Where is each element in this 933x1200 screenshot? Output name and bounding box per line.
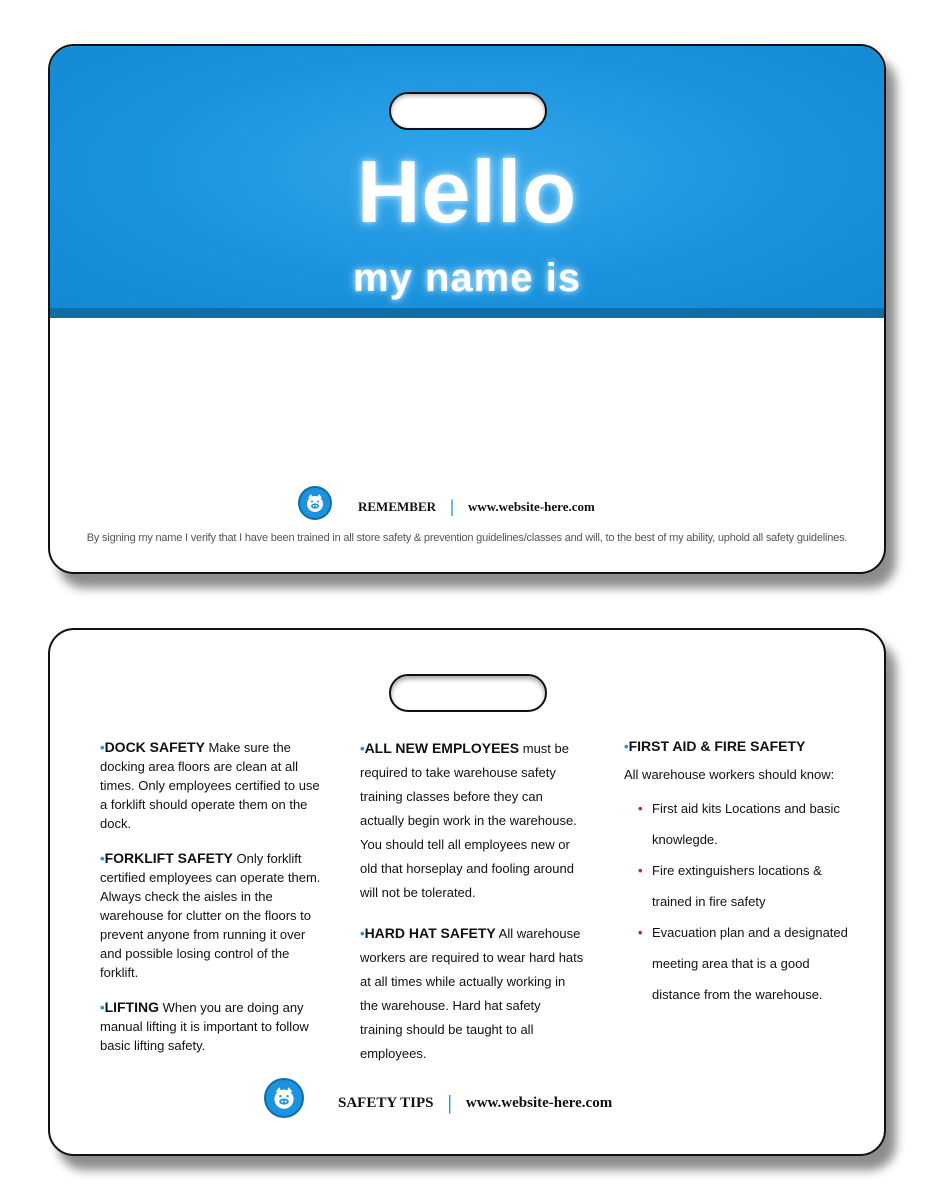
list-item [638, 855, 854, 917]
red-bullet-icon: • [638, 801, 643, 816]
bullet-icon: • [360, 741, 365, 756]
website-link[interactable]: www.website-here.com [465, 1095, 613, 1111]
list-item [638, 917, 854, 1010]
name-badge-front [48, 44, 886, 574]
name-badge-back [48, 628, 886, 1156]
back-footer [338, 1092, 612, 1115]
safety-tips-label: SAFETY TIPS [338, 1095, 434, 1111]
lifting-body: When you are doing any manual lifting it is important to follow basic lifting safety. [100, 1000, 309, 1053]
dock-safety-body: Make sure the docking area floors are clean at all times. Only employees certified to use a forklift should operate them on the dock. [100, 740, 320, 831]
list-item [638, 793, 854, 855]
list-item-text: Evacuation plan and a designated meeting area that is a good distance from the warehouse. [652, 925, 848, 1002]
hard-hat-section [360, 921, 586, 1066]
new-employees-section [360, 736, 586, 905]
pig-face-icon [264, 1078, 304, 1118]
first-aid-title: FIRST AID & FIRE SAFETY [628, 738, 806, 754]
bullet-icon: • [360, 926, 365, 941]
pig-face-icon [298, 486, 332, 520]
front-footer [358, 496, 595, 517]
footer-separator: | [447, 1092, 452, 1114]
bullet-icon: • [100, 851, 105, 866]
dock-safety-section [100, 738, 322, 833]
red-bullet-icon: • [638, 925, 643, 940]
website-link[interactable]: www.website-here.com [467, 498, 595, 514]
safety-column-1 [100, 738, 322, 1071]
new-employees-body: must be required to take warehouse safety training classes before they can actually begin work in the warehouse. You should tell all employees new or old that horseplay and fooling around will not be tolerated. [360, 741, 577, 900]
red-bullet-icon: • [638, 863, 643, 878]
remember-label: REMEMBER [358, 498, 436, 514]
dock-safety-title: DOCK SAFETY [104, 739, 205, 755]
first-aid-intro: All warehouse workers should know: [624, 767, 835, 782]
bullet-icon: • [100, 1000, 105, 1015]
new-employees-title: ALL NEW EMPLOYEES [364, 740, 520, 756]
name-writing-area[interactable] [50, 318, 884, 488]
list-item-text: First aid kits Locations and basic knowlegde. [652, 801, 840, 847]
lanyard-slot [389, 92, 547, 130]
forklift-safety-section [100, 849, 322, 982]
lifting-section [100, 998, 322, 1055]
footer-separator: | [450, 496, 454, 516]
forklift-safety-body: Only forklift certified employees can operate them. Always check the aisles in the warehouse for clutter on the floors to prevent anyone from running it over and possible losing control of the forklift. [100, 851, 321, 980]
hard-hat-body: All warehouse workers are required to wear hard hats at all times while actually working in the warehouse. Hard hat safety training should be taught to all employees. [360, 926, 584, 1061]
lanyard-slot [389, 674, 547, 712]
safety-column-3 [624, 736, 854, 1010]
banner-divider [50, 308, 884, 318]
first-aid-heading-block [624, 736, 854, 757]
safety-column-2 [360, 736, 586, 1082]
first-aid-list [624, 793, 854, 1010]
hard-hat-title: HARD HAT SAFETY [364, 925, 496, 941]
forklift-safety-title: FORKLIFT SAFETY [104, 850, 233, 866]
hello-heading: Hello [356, 142, 578, 241]
my-name-is-subtitle: my name is [353, 256, 581, 300]
disclaimer-text: By signing my name I verify that I have been trained in all store safety & prevention guidelines/classes and will, to the best of my ability, uphold all safety guidelines. [86, 532, 848, 544]
lifting-title: LIFTING [104, 999, 159, 1015]
bullet-icon: • [624, 739, 629, 754]
bullet-icon: • [100, 740, 105, 755]
list-item-text: Fire extinguishers locations & trained in fire safety [652, 863, 822, 909]
